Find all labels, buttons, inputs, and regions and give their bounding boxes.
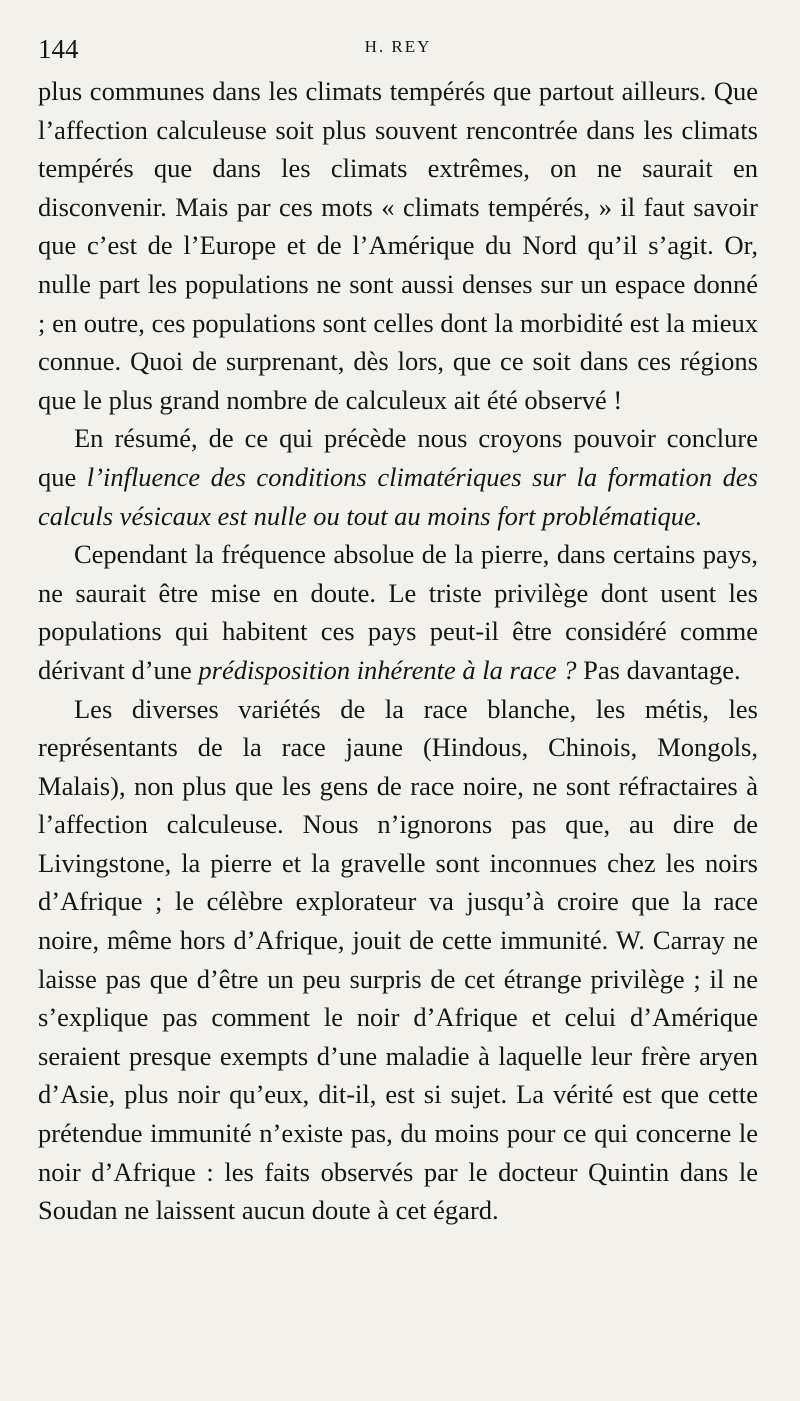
body-text bbox=[38, 72, 758, 1230]
page-header bbox=[38, 34, 758, 64]
paragraph-p1 bbox=[38, 72, 758, 419]
italic-text: l’influence des conditions climatériques sur la formation des calculs vésicaux est nulle ou tout au moins fort problématique. bbox=[38, 461, 758, 531]
text-run: Pas davantage. bbox=[576, 654, 741, 685]
paragraph-p3 bbox=[38, 535, 758, 689]
italic-text: prédisposition inhérente à la race ? bbox=[198, 654, 577, 685]
paragraph-p2 bbox=[38, 419, 758, 535]
text-run: Les diverses variétés de la race blanche, les métis, les représentants de la race jaune (Hindous, Chinois, Mongols, Malais), non plus que les gens de race noire, ne sont réfractaires à l’affection calculeuse. Nous n’ignorons pas que, au dire de Livingstone, la pierre et la gravelle sont inconnues chez les noirs d’Afrique ; le célèbre explorateur va jusqu’à croire que la race noire, même hors d’Afrique, jouit de cette immunité. W. Carray ne laisse pas que d’être un peu surpris de cet étrange privilège ; il ne s’explique pas comment le noir d’Afrique et celui d’Amérique seraient presque exempts d’une maladie à laquelle leur frère aryen d’Asie, plus noir qu’eux, dit-il, est si sujet. La vérité est que cette prétendue immunité n’existe pas, du moins pour ce qui concerne le noir d’Afrique : les faits observés par le docteur Quintin dans le Soudan ne laissent aucun doute à cet égard. bbox=[38, 693, 758, 1226]
text-run: Cependant la fréquence absolue de la pierre, dans certains pays, ne saurait être mise en doute. Le triste privilège dont usent les populations qui habitent ces pays peut-il être considéré comme dérivant d’une bbox=[38, 539, 758, 685]
running-head: H. REY bbox=[364, 37, 432, 56]
text-run: plus communes dans les climats tempérés que partout ailleurs. Que l’affection calculeuse soit plus souvent rencontrée dans les climats tempérés que dans les climats extrêmes, on ne saurait en disconvenir. Mais par ces mots « climats tempérés, » il faut savoir que c’est de l’Europe et de l’Amérique du Nord qu’il s’agit. Or, nulle part les populations ne sont aussi denses sur un espace donné ; en outre, ces populations sont celles dont la morbidité est la mieux connue. Quoi de surprenant, dès lors, que ce soit dans ces régions que le plus grand nombre de calculeux ait été observé ! bbox=[38, 76, 758, 415]
text-run: En résumé, de ce qui précède nous croyons pouvoir conclure que bbox=[38, 423, 758, 492]
paragraph-p4 bbox=[38, 690, 758, 1230]
page-number: 144 bbox=[38, 34, 79, 64]
